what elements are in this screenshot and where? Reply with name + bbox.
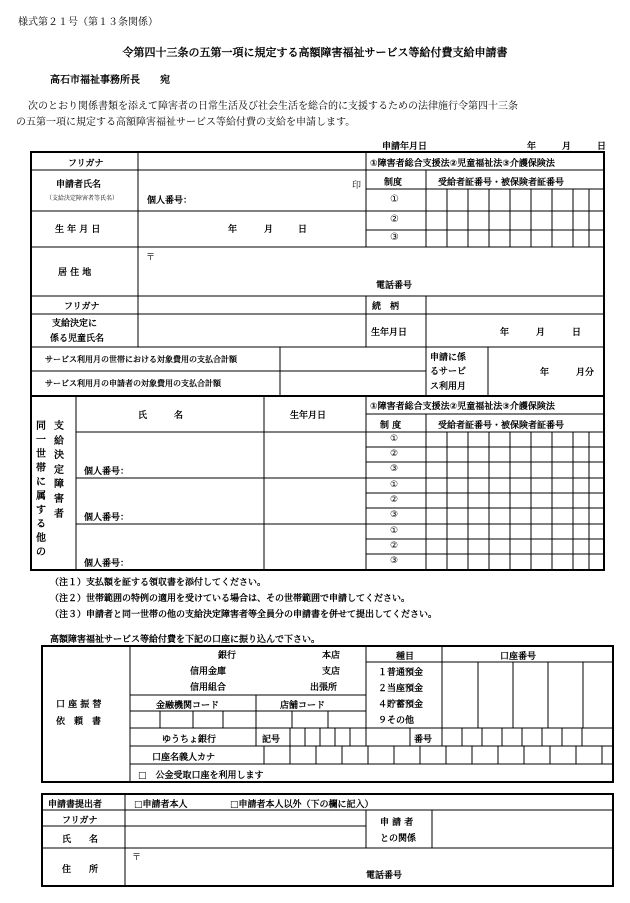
birth-month-unit: 月	[264, 225, 274, 235]
intro-line-1: 次のとおり関係書類を添えて障害者の日常生活及び社会生活を総合的に支援するための法律施行令第四十三条	[28, 101, 518, 112]
application-date-label: 申請年月日	[382, 142, 428, 152]
member-cert-header: 受給者証番号・被保険者証番号	[438, 421, 565, 431]
date-day-unit: 日	[597, 142, 607, 152]
relation-label: 続 柄	[372, 302, 400, 312]
member-name-header: 氏 名	[138, 411, 184, 421]
bank-type-shinkin: 信用金庫	[190, 667, 227, 677]
yucho-label: ゆうちょ銀行	[162, 735, 217, 745]
members-side-label-left: 同一世帯に属する他の	[36, 421, 46, 558]
member-3-personal-number: 個人番号：	[84, 559, 130, 569]
personal-number-label: 個人番号：	[147, 196, 193, 206]
furigana-label: フリガナ	[68, 159, 104, 169]
yucho-number-label: 番号	[414, 735, 433, 745]
birth-day-unit: 日	[298, 225, 308, 235]
branch-type-shiten: 支店	[322, 667, 341, 677]
branch-type-honten: 本店	[322, 651, 341, 661]
member-3-seido-1: ①	[390, 526, 399, 536]
submitter-relation-label-1: 申 請 者	[380, 818, 414, 828]
member-seido-header: 制 度	[380, 421, 402, 431]
member-law-options: ①障害者総合支援法②児童福祉法③介護保険法	[370, 402, 555, 412]
child-name-label-2: 係る児童氏名	[50, 334, 105, 344]
account-type-2: ２当座預金	[378, 684, 424, 694]
household-total-label: サービス利用月の世帯における対象費用の支払合計額	[45, 355, 237, 364]
member-1-seido-2: ②	[390, 449, 399, 459]
bank-type-kumiai: 信用組合	[190, 683, 227, 693]
law-options: ①障害者総合支援法②児童福祉法③介護保険法	[370, 159, 555, 169]
account-type-header: 種目	[396, 652, 415, 662]
submitter-label: 申請書提出者	[48, 800, 103, 810]
date-year-unit: 年	[527, 142, 537, 152]
birth-year-unit: 年	[228, 225, 238, 235]
applicant-name-sublabel: （支給決定障害者等氏名）	[46, 195, 119, 202]
transfer-request-label-1: 口 座 振 替	[56, 700, 102, 710]
note-1: （注１）支払額を証する領収書を添付してください。	[50, 578, 267, 588]
applicant-total-label: サービス利用月の申請者の対象費用の支払合計額	[45, 379, 221, 388]
yucho-symbol-label: 記号	[262, 735, 281, 745]
intro-line-2: の五第一項に規定する高額障害福祉サービス等給付費の支給を申請します。	[16, 117, 356, 128]
public-account-checkbox[interactable]: □ 公金受取口座を利用します	[138, 771, 264, 781]
member-birth-header: 生年月日	[290, 411, 327, 421]
member-1-personal-number: 個人番号：	[84, 467, 130, 477]
branch-code-label: 店舗コード	[280, 701, 326, 711]
submitter-address-label: 住 所	[62, 865, 99, 875]
child-day-unit: 日	[572, 328, 582, 338]
service-month-label-2: るサービ	[430, 367, 467, 377]
seido-option-2: ②	[390, 214, 399, 225]
child-year-unit: 年	[500, 328, 510, 338]
address-label: 居 住 地	[58, 268, 92, 278]
addressee: 高石市福祉事務所長 宛	[50, 75, 170, 86]
furigana-label-2: フリガナ	[64, 302, 100, 312]
bank-type-bank: 銀行	[218, 651, 237, 661]
submitter-relation-label-2: との関係	[380, 834, 417, 844]
seido-option-3: ③	[390, 232, 399, 243]
account-type-4: ４貯蓄預金	[378, 700, 424, 710]
bank-instruction: 高額障害福祉サービス等給付費を下記の口座に振り込んで下さい。	[50, 635, 321, 645]
account-type-9: ９その他	[378, 716, 415, 726]
service-month-label-1: 申請に係	[430, 353, 467, 363]
applicant-name-label: 申請者氏名	[56, 180, 102, 190]
member-2-personal-number: 個人番号：	[84, 513, 130, 523]
member-3-seido-3: ③	[390, 556, 399, 566]
seido-option-1: ①	[390, 194, 399, 205]
page-title: 令第四十三条の五第一項に規定する高額障害福祉サービス等給付費支給申請書	[122, 46, 508, 59]
submitter-name-label: 氏 名	[62, 835, 99, 845]
date-month-unit: 月	[562, 142, 572, 152]
seal-mark: 印	[352, 181, 362, 191]
member-1-seido-3: ③	[390, 464, 399, 474]
child-name-label-1: 支給決定に	[52, 319, 98, 329]
member-2-seido-2: ②	[390, 495, 399, 505]
postal-mark: 〒	[146, 253, 156, 263]
service-month-label-3: ス利用月	[430, 382, 467, 392]
note-3: （注３）申請者と同一世帯の他の支給決定障害者等全員分の申請書を併せて提出してください。	[50, 610, 438, 620]
member-2-seido-3: ③	[390, 510, 399, 520]
service-year-unit: 年	[540, 368, 550, 378]
member-2-seido-1: ①	[390, 480, 399, 490]
submitter-phone-label: 電話番号	[366, 871, 403, 881]
member-3-seido-2: ②	[390, 541, 399, 551]
member-1-seido-1: ①	[390, 434, 399, 444]
phone-label: 電話番号	[376, 281, 413, 291]
account-type-1: １普通預金	[378, 668, 424, 678]
child-birth-label: 生年月日	[371, 328, 408, 338]
form-number: 様式第２１号（第１３条関係）	[18, 17, 158, 28]
branch-type-shucchosho: 出張所	[310, 683, 338, 693]
institution-code-label: 金融機関コード	[156, 701, 220, 711]
submitter-furigana-label: フリガナ	[62, 816, 98, 826]
submitter-other-checkbox[interactable]: □申請者本人以外（下の欄に記入）	[230, 800, 374, 810]
transfer-request-label-2: 依 頼 書	[56, 717, 102, 727]
child-month-unit: 月	[536, 328, 546, 338]
cert-number-header: 受給者証番号・被保険者証番号	[438, 178, 565, 188]
seido-header: 制度	[384, 178, 403, 188]
service-month-unit: 月分	[576, 368, 595, 378]
account-holder-kana-label: 口座名義人カナ	[152, 753, 216, 763]
submitter-postal-mark: 〒	[132, 853, 142, 863]
note-2: （注２）世帯範囲の特例の適用を受けている場合は、その世帯範囲で申請してください。	[50, 594, 411, 604]
birthdate-label: 生 年 月 日	[55, 225, 101, 235]
members-side-label-right: 支給決定障害者	[54, 421, 64, 520]
account-number-header: 口座番号	[500, 652, 537, 662]
submitter-self-checkbox[interactable]: □申請者本人	[134, 800, 188, 810]
